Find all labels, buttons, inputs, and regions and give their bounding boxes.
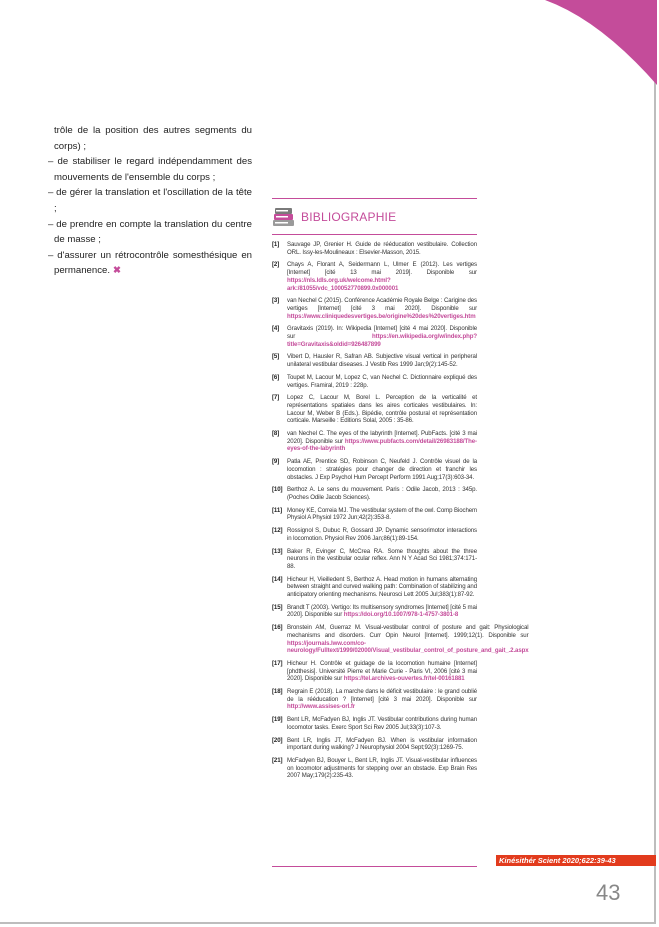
reference-item	[272, 548, 477, 571]
divider	[272, 866, 477, 867]
reference-body: Bent LR, Inglis JT, McFadyen BJ. When is vestibular information important during walking? J Neurophysiol 2004 Sept;92(3):1269-75.	[287, 736, 477, 752]
reference-body: Bronstein AM, Guerraz M. Visual-vestibular control of posture and gait: Physiological mechanisms and disorders. Curr Opin Neurol [Internet]. 1999;12(1). Disponible sur	[287, 624, 529, 639]
reference-item	[272, 325, 477, 348]
reference-number: [4]	[272, 325, 280, 333]
list-item: – de stabiliser le regard indépendamment des mouvements de l'ensemble du corps ;	[48, 156, 252, 183]
reference-body: Regrain E (2018). La marche dans le déficit vestibulaire : le grand oublié de la rééducation ? [Internet] [cité 3 mai 2020]. Disponible sur	[287, 688, 477, 703]
reference-link[interactable]: https://en.wikipedia.org/w/index.php?title=Gravitaxis&oldid=926487899	[287, 333, 477, 348]
reference-body: Chays A, Florant A, Seidermann L, Ulmer E (2012). Les vertiges [Internet] [cité 13 mai 2019]. Disponible sur	[287, 261, 477, 277]
reference-body: Lopez C, Lacour M, Borel L. Perception de la verticalité et représentations spatiales dans les aires corticales vestibulaires. In: Lacour M, Weber B (Eds.). Bipédie, contrôle postural et représentation corticale. Marseille : Editions Solal, 2005 : 35-86.	[287, 394, 477, 425]
reference-item	[272, 394, 477, 425]
reference-body: van Nechel C. The eyes of the labyrinth [Internet]. PubFacts. [cité 3 mai 2020]. Disponible sur	[287, 430, 477, 445]
reference-number: [21]	[272, 756, 283, 764]
reference-number: [10]	[272, 486, 283, 494]
body-text-column	[48, 123, 252, 279]
reference-text	[287, 737, 477, 752]
bibliography-header	[272, 202, 477, 232]
reference-item	[272, 297, 477, 320]
corner-decoration	[540, 0, 659, 85]
reference-text	[287, 757, 477, 780]
reference-link[interactable]: https://tel.archives-ouvertes.fr/tel-00161881	[343, 675, 465, 683]
books-icon	[272, 206, 296, 228]
reference-number: [20]	[272, 736, 283, 744]
reference-item	[272, 688, 477, 711]
reference-body: Vibert D, Hausler R, Safran AB. Subjective visual vertical in peripheral unilateral vestibular diseases. J Vestib Res 1999 Jan;9(2):145-52.	[287, 353, 477, 369]
reference-link[interactable]: https://journals.lww.com/co-neurology/Fulltext/1999/02000/Visual_vestibular_control_of_posture_and_gait_.2.aspx	[287, 639, 529, 655]
reference-item	[272, 353, 477, 368]
journal-citation: Kinésithér Scient 2020;622:39-43	[496, 855, 656, 866]
reference-number: [19]	[272, 716, 283, 724]
reference-number: [11]	[272, 506, 283, 514]
reference-text	[287, 486, 477, 501]
reference-body: McFadyen BJ, Bouyer L, Bent LR, Inglis JT. Visual-vestibular influences on locomotor adjustments for stepping over an obstacle. Exp Brain Res 2007 May;179(2):235-43.	[287, 756, 477, 780]
reference-text	[287, 576, 477, 599]
reference-text	[287, 604, 477, 619]
reference-item	[272, 624, 529, 655]
reference-link[interactable]: https://nls.ldls.org.uk/welcome.html?ark:/81055/vdc_100052770899.0x000001	[287, 276, 399, 292]
reference-number: [8]	[272, 430, 280, 438]
reference-number: [14]	[272, 575, 283, 583]
reference-number: [3]	[272, 297, 280, 305]
list-item-text: – d'assurer un rétrocontrôle somesthésique en permanence.	[48, 249, 252, 277]
reference-number: [1]	[272, 241, 280, 248]
reference-body: Bent LR, McFadyen BJ, Inglis JT. Vestibular contributions during human locomotor tasks. Exerc Sport Sci Rev 2005 Jul;33(3):107-3.	[287, 716, 477, 731]
reference-number: [17]	[272, 659, 283, 667]
reference-text	[287, 353, 477, 368]
reference-body: Patla AE, Prentice SD, Robinson C, Neufeld J. Contrôle visuel de la locomotion : stratégies pour changer de direction et franchir les obstacles. J Exp Psychol Hum Percept Perform 1991 Aug;17(3):603-34.	[287, 458, 477, 481]
reference-text	[287, 458, 477, 481]
reference-item	[272, 486, 477, 501]
reference-body: Money KE, Correia MJ. The vestibular system of the owl. Comp Biochem Physiol A Physiol 1972 Jun;42(2):353-8.	[287, 506, 477, 522]
reference-text	[287, 374, 477, 389]
reference-number: [7]	[272, 394, 280, 402]
end-of-article-icon: ✖	[113, 265, 122, 277]
reference-text	[287, 261, 477, 292]
reference-body: van Nechel C (2015). Conférence Académie Royale Belge : Carigine des vertiges [Internet] [cité 3 mai 2020]. Disponible sur	[287, 297, 477, 312]
reference-body: Brandt T (2003). Vertigo: Its multisensory syndromes [Internet] [cité 5 mai 2020]. Disponible sur	[287, 603, 477, 619]
reference-text	[287, 624, 529, 655]
reference-text	[287, 548, 477, 571]
reference-link[interactable]: http://www.assises-orl.fr	[287, 703, 356, 711]
reference-body: Hicheur H, Vieilledent S, Berthoz A. Head motion in humans alternating between straight and curved walking path: Combination of stabilizing and anticipatory orienting mechanisms. Neurosci Lett 2005 Jul;383(1):87-92.	[287, 575, 477, 599]
reference-body: Rossignol S, Dubuc R, Gossard JP. Dynamic sensorimotor interactions in locomotion. Physiol Rev 2006 Jan;86(1):89-154.	[287, 527, 477, 542]
reference-item	[272, 507, 477, 522]
reference-text	[287, 394, 477, 425]
reference-body: Sauvage JP, Grenier H. Guide de rééducation vestibulaire. Collection ORL. Issy-les-Moulineaux : Elsevier-Masson, 2015.	[287, 241, 477, 256]
reference-body: Baker R, Evinger C, McCrea RA. Some thoughts about the three neurons in the vestibular ocular reflex. Ann N Y Acad Sci 1981;374:171-88.	[287, 547, 477, 570]
reference-text	[287, 660, 477, 683]
reference-item	[272, 430, 477, 453]
reference-item	[272, 757, 477, 780]
reference-body: Toupet M, Lacour M, Lopez C, van Nechel C. Dictionnaire expliqué des vertiges. Framiral, 2019 : 228p.	[287, 373, 477, 389]
reference-number: [9]	[272, 458, 280, 466]
reference-item	[272, 374, 477, 389]
reference-text	[287, 688, 477, 711]
list-item: – de gérer la translation et l'oscillation de la tête ;	[48, 187, 252, 214]
reference-link[interactable]: https://www.cliniquedesvertiges.be/origine%20des%20vertiges.htm	[287, 312, 476, 320]
reference-item	[272, 261, 477, 292]
reference-text	[287, 325, 477, 348]
reference-text	[287, 716, 477, 731]
reference-text	[287, 507, 477, 522]
reference-number: [15]	[272, 603, 283, 611]
reference-item	[272, 241, 477, 256]
divider	[272, 234, 477, 235]
reference-text	[287, 430, 477, 453]
reference-number: [13]	[272, 547, 283, 555]
reference-body: Hicheur H. Contrôle et guidage de la locomotion humaine [Internet] [phdthesis]. Université Pierre et Marie Curie - Paris VI, 2006 [cité 3 mai 2020]. Disponible sur	[287, 659, 477, 683]
reference-number: [12]	[272, 527, 283, 535]
reference-item	[272, 660, 477, 683]
list-item	[48, 248, 252, 279]
reference-text	[287, 241, 477, 256]
reference-item	[272, 527, 477, 542]
page-number: 43	[596, 880, 621, 905]
reference-body: Gravitaxis (2019). In: Wikipedia [Internet] [cité 4 mai 2020]. Disponible sur	[287, 325, 477, 341]
reference-list	[272, 241, 529, 780]
bibliography-title: BIBLIOGRAPHIE	[301, 210, 397, 224]
reference-number: [18]	[272, 688, 283, 696]
reference-link[interactable]: https://doi.org/10.1007/978-1-4757-3801-8	[343, 611, 459, 619]
reference-text	[287, 527, 477, 542]
reference-item	[272, 576, 477, 599]
reference-body: Berthoz A. Le sens du mouvement. Paris : Odile Jacob, 2013 : 345p. (Poches Odile Jacob Sciences).	[287, 486, 477, 501]
reference-number: [2]	[272, 261, 280, 269]
bibliography-section	[272, 198, 529, 785]
body-text-continuation: trôle de la position des autres segments du corps) ;	[54, 125, 252, 152]
reference-link[interactable]: https://www.pubfacts.com/detail/26983188/The-eyes-of-the-labyrinth	[287, 437, 477, 453]
reference-number: [6]	[272, 373, 280, 381]
divider	[272, 198, 477, 199]
reference-text	[287, 297, 477, 320]
reference-item	[272, 737, 477, 752]
list-item: – de prendre en compte la translation du centre de masse ;	[48, 218, 252, 246]
reference-item	[272, 604, 477, 619]
reference-number: [5]	[272, 353, 280, 361]
reference-item	[272, 458, 477, 481]
reference-number: [16]	[272, 624, 283, 632]
reference-item	[272, 716, 477, 731]
